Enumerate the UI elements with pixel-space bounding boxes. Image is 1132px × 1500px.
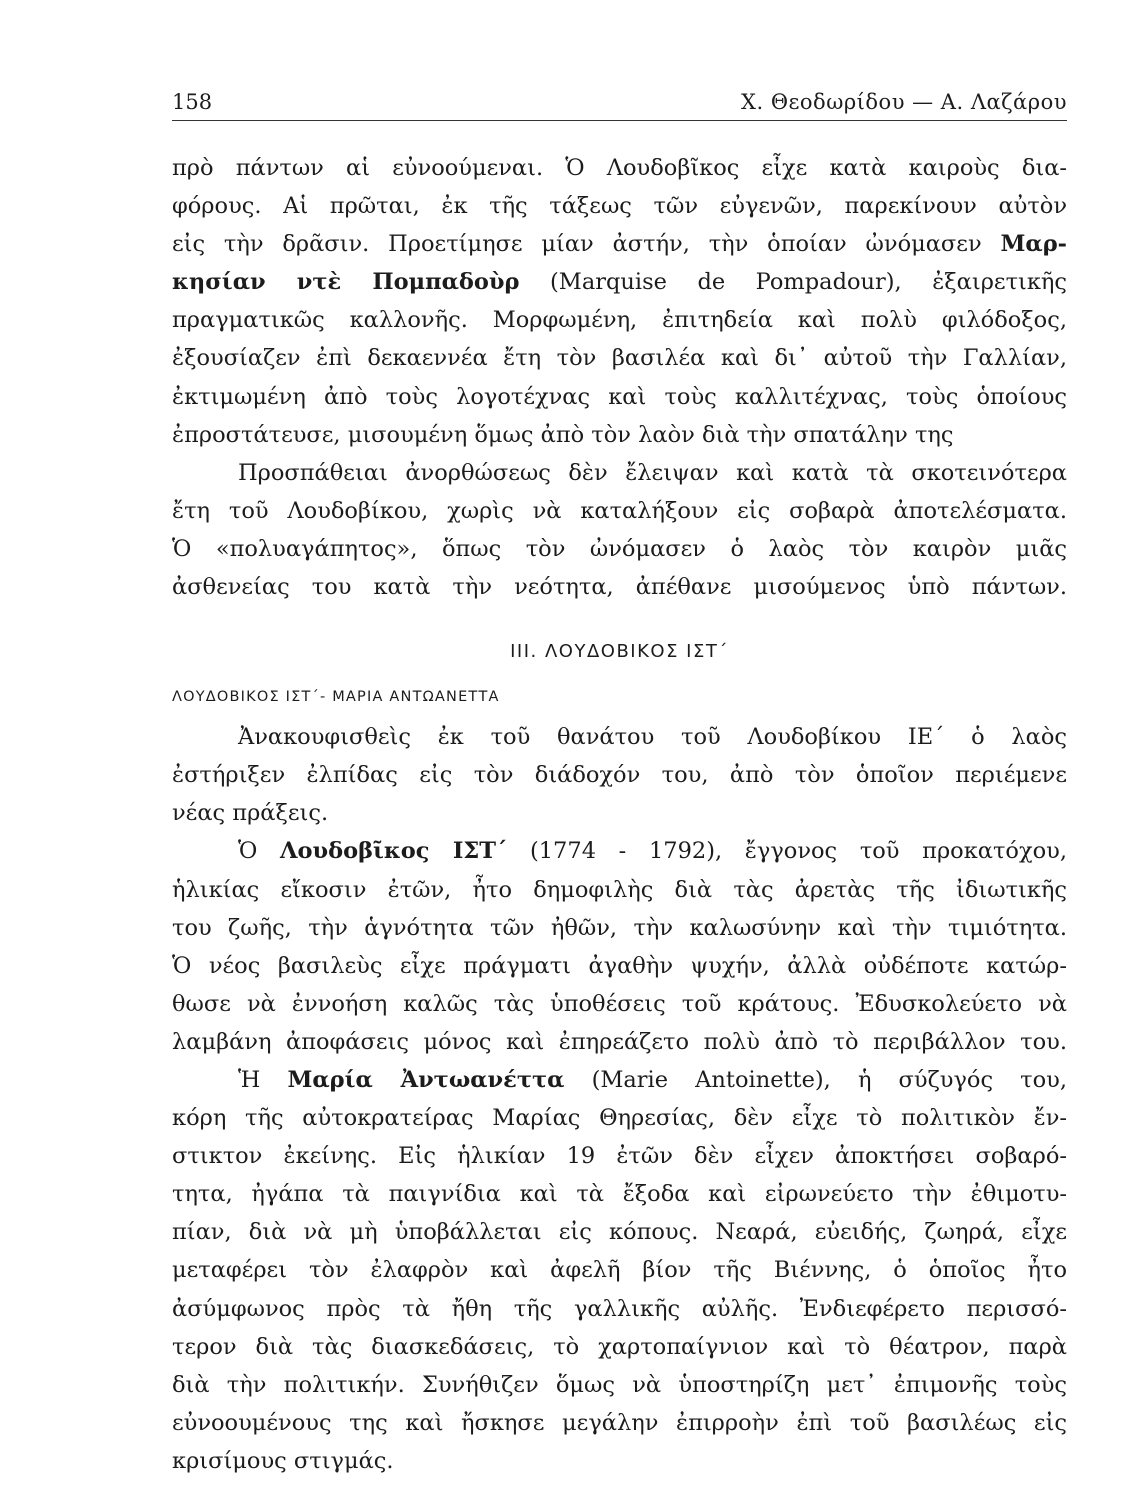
text-line: εὐνοουμένους της καὶ ἤσκησε μεγάλην ἐπιρροὴν ἐπὶ τοῦ βασιλέως εἰς bbox=[172, 1409, 1067, 1436]
text-line: πρὸ πάντων αἱ εὐνοούμεναι. Ὁ Λουδοβῖκος εἶχε κατὰ καιροὺς δια- bbox=[172, 155, 1067, 181]
text-line: κόρη τῆς αὐτοκρατείρας Μαρίας Θηρεσίας, δὲν εἶχε τὸ πολιτικὸν ἔν- bbox=[172, 1105, 1067, 1132]
text-line: Προσπάθειαι ἀνορθώσεως δὲν ἔλειψαν καὶ κατὰ τὰ σκοτεινότερα bbox=[238, 459, 1067, 486]
text-line: ἀσθενείας του κατὰ τὴν νεότητα, ἀπέθανε μισούμενος ὑπὸ πάντων. bbox=[172, 574, 1067, 601]
paragraph-4 bbox=[172, 832, 1067, 1061]
text-line: ἐστήριξεν ἐλπίδας εἰς τὸν διάδοχόν του, ἀπὸ τὸν ὁποῖον περιέμενε bbox=[172, 762, 1067, 789]
text-line: ἀσύμφωνος πρὸς τὰ ἤθη τῆς γαλλικῆς αὐλῆς. Ἐνδιεφέρετο περισσό- bbox=[172, 1295, 1067, 1322]
text-line: ἡλικίας εἴκοσιν ἐτῶν, ἦτο δημοφιλὴς διὰ τὰς ἀρετὰς τῆς ἰδιωτικῆς bbox=[172, 876, 1067, 903]
text-line: ἔτη τοῦ Λουδοβίκου, χωρὶς νὰ καταλήξουν εἰς σοβαρὰ ἀποτελέσματα. bbox=[172, 497, 1067, 524]
text-line: εἰς τὴν δρᾶσιν. Προετίμησε μίαν ἀστήν, τὴν ὁποίαν ὠνόμασεν Μαρ- bbox=[172, 231, 1067, 258]
bold-term: Μαρ- bbox=[1000, 231, 1067, 258]
subheading: ΛΟΥΔΟΒΙΚΟΣ ΙΣΤ΄- ΜΑΡΙΑ ΑΝΤΩΑΝΕΤΤΑ bbox=[172, 689, 500, 706]
text-line: Ὁ Λουδοβῖκος ΙΣΤ΄ (1774 - 1792), ἔγγονος τοῦ προκατόχου, bbox=[238, 838, 1067, 865]
text-line: φόρους. Αἱ πρῶται, ἐκ τῆς τάξεως τῶν εὐγενῶν, παρεκίνουν αὐτὸν bbox=[172, 193, 1067, 220]
text-line: πραγματικῶς καλλονῆς. Μορφωμένη, ἐπιτηδεία καὶ πολὺ φιλόδοξος, bbox=[172, 307, 1067, 334]
text-line: ἐκτιμωμένη ἀπὸ τοὺς λογοτέχνας καὶ τοὺς καλλιτέχνας, τοὺς ὁποίους bbox=[172, 383, 1067, 410]
text-line: θωσε νὰ ἐννοήση καλῶς τὰς ὑποθέσεις τοῦ κράτους. Ἐδυσκολεύετο νὰ bbox=[172, 990, 1067, 1017]
bold-term: Λουδοβῖκος ΙΣΤ΄ bbox=[280, 838, 508, 865]
paragraph-2 bbox=[172, 454, 1067, 606]
text-line: μεταφέρει τὸν ἐλαφρὸν καὶ ἀφελῆ βίον τῆς Βιέννης, ὁ ὁποῖος ἦτο bbox=[172, 1257, 1067, 1284]
text-line: λαμβάνη ἀποφάσεις μόνος καὶ ἐπηρεάζετο πολὺ ἀπὸ τὸ περιβάλλον του. bbox=[172, 1028, 1067, 1055]
text-line: του ζωῆς, τὴν ἁγνότητα τῶν ἠθῶν, τὴν καλωσύνην καὶ τὴν τιμιότητα. bbox=[172, 914, 1067, 941]
text-line: νέας πράξεις. bbox=[172, 800, 329, 827]
text-line: κησίαν ντὲ Πομπαδοὺρ (Marquise de Pompadour), ἐξαιρετικῆς bbox=[172, 269, 1067, 296]
text-line: τερον διὰ τὰς διασκεδάσεις, τὸ χαρτοπαίγνιον καὶ τὸ θέατρον, παρὰ bbox=[172, 1333, 1067, 1360]
text-line: Ἀνακουφισθεὶς ἐκ τοῦ θανάτου τοῦ Λουδοβίκου ΙΕ΄ ὁ λαὸς bbox=[238, 724, 1067, 751]
section-title: III. ΛΟΥΔΟΒΙΚΟΣ ΙΣΤ΄ bbox=[510, 641, 729, 663]
text-line: κρισίμους στιγμάς. bbox=[172, 1447, 394, 1474]
text-line: Ὁ «πολυαγάπητος», ὅπως τὸν ὠνόμασεν ὁ λαὸς τὸν καιρὸν μιᾶς bbox=[172, 535, 1067, 562]
paragraph-1 bbox=[172, 149, 1067, 454]
text-line: Ὁ νέος βασιλεὺς εἶχε πράγματι ἀγαθὴν ψυχήν, ἀλλὰ οὐδέποτε κατώρ- bbox=[172, 952, 1067, 979]
bold-term: κησίαν ντὲ Πομπαδοὺρ bbox=[172, 269, 520, 296]
page-header bbox=[172, 80, 1067, 121]
text-line: πίαν, διὰ νὰ μὴ ὑποβάλλεται εἰς κόπους. Νεαρά, εὐειδής, ζωηρά, εἶχε bbox=[172, 1219, 1067, 1246]
text-line: Ἡ Μαρία Ἀντωανέττα (Marie Antoinette), ἡ σύζυγός του, bbox=[238, 1066, 1067, 1093]
text-line: τητα, ἠγάπα τὰ παιγνίδια καὶ τὰ ἔξοδα καὶ εἰρωνεύετο τὴν ἐθιμοτυ- bbox=[172, 1181, 1067, 1208]
text-line: ἐπροστάτευσε, μισουμένη ὅμως ἀπὸ τὸν λαὸν διὰ τὴν σπατάλην της bbox=[172, 421, 954, 448]
paragraph-5 bbox=[172, 1061, 1067, 1480]
book-page bbox=[172, 80, 1067, 1480]
text-line: ἐξουσίαζεν ἐπὶ δεκαεννέα ἔτη τὸν βασιλέα καὶ δι᾿ αὐτοῦ τὴν Γαλλίαν, bbox=[172, 345, 1067, 372]
page-number: 158 bbox=[172, 90, 213, 114]
bold-term: Μαρία Ἀντωανέττα bbox=[287, 1066, 565, 1093]
paragraph-3 bbox=[172, 718, 1067, 832]
running-title: Χ. Θεοδωρίδου — Α. Λαζάρου bbox=[741, 90, 1067, 114]
text-line: στικτον ἐκείνης. Εἰς ἡλικίαν 19 ἐτῶν δὲν εἶχεν ἀποκτήσει σοβαρό- bbox=[172, 1143, 1067, 1170]
text-line: διὰ τὴν πολιτικήν. Συνήθιζεν ὅμως νὰ ὑποστηρίζη μετ᾿ ἐπιμονῆς τοὺς bbox=[172, 1371, 1067, 1398]
page-body bbox=[172, 149, 1067, 1480]
